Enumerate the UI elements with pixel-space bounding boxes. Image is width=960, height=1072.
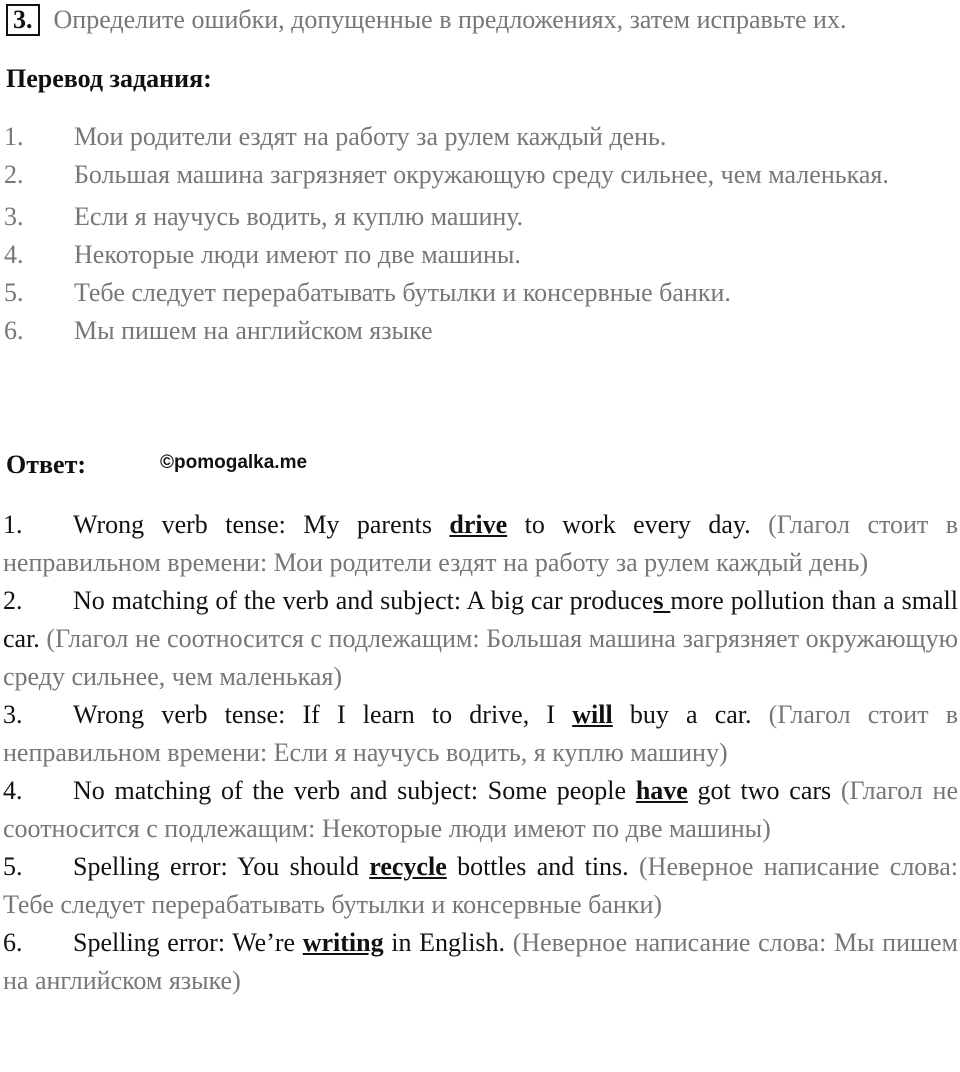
list-item: 1. Мои родители ездят на работу за рулем каждый день. bbox=[4, 122, 667, 151]
task-statement bbox=[6, 4, 946, 36]
corrected-word: writing bbox=[302, 928, 384, 957]
translation-list bbox=[4, 118, 934, 350]
list-item: 4. Некоторые люди имеют по две машины. bbox=[4, 240, 521, 269]
list-item: 6. Мы пишем на английском языке bbox=[4, 316, 433, 345]
list-item: 3. Если я научусь водить, я куплю машину. bbox=[4, 202, 524, 231]
answer-translation: (Неверное написание слова: Тебе следует перерабатывать бутылки и консервные банки) bbox=[3, 852, 959, 919]
answer-item: 1. Wrong verb tense: My parents drive to work every day. (Глагол стоит в неправильном времени: Мои родители ездят на работу за рулем каждый день) bbox=[3, 510, 959, 577]
answer-item: 2. No matching of the verb and subject: A big car produces more pollution than a small car. (Глагол не соотносится с подлежащим: Большая машина загрязняет окружающую среду сильнее, чем маленькая) bbox=[3, 586, 959, 691]
list-item: 5. Тебе следует перерабатывать бутылки и консервные банки. bbox=[4, 278, 731, 307]
corrected-word: recycle bbox=[369, 852, 447, 881]
task-text: Определите ошибки, допущенные в предложениях, затем исправьте их. bbox=[53, 5, 847, 34]
answer-heading: Ответ: bbox=[6, 450, 87, 479]
corrected-word: s bbox=[653, 586, 671, 615]
answer-item: 6. Spelling error: We’re writing in English. (Неверное написание слова: Мы пишем на английском языке) bbox=[3, 928, 959, 995]
watermark: ©pomogalka.me bbox=[160, 452, 308, 473]
answer-translation: (Неверное написание слова: Мы пишем на английском языке) bbox=[3, 928, 959, 995]
corrected-word: have bbox=[635, 776, 688, 805]
answer-translation: (Глагол стоит в неправильном времени: Мои родители ездят на работу за рулем каждый день) bbox=[3, 510, 959, 577]
corrected-word: drive bbox=[449, 510, 508, 539]
answer-item: 5. Spelling error: You should recycle bottles and tins. (Неверное написание слова: Тебе следует перерабатывать бутылки и консервные банки) bbox=[3, 852, 959, 919]
translation-heading: Перевод задания: bbox=[6, 64, 212, 93]
answer-item: 3. Wrong verb tense: If I learn to drive, I will buy a car. (Глагол стоит в неправильном времени: Если я научусь водить, я куплю машину) bbox=[3, 700, 959, 767]
task-number-box: 3. bbox=[6, 4, 40, 36]
corrected-word: will bbox=[572, 700, 613, 729]
answer-translation: (Глагол не соотносится с подлежащим: Большая машина загрязняет окружающую среду сильнее, чем маленькая) bbox=[3, 624, 958, 691]
answer-translation: (Глагол не соотносится с подлежащим: Некоторые люди имеют по две машины) bbox=[3, 776, 958, 843]
answers-list bbox=[3, 506, 958, 1000]
list-item: 2. Большая машина загрязняет окружающую среду сильнее, чем маленькая. bbox=[4, 160, 889, 189]
answer-item: 4. No matching of the verb and subject: Some people have got two cars (Глагол не соотносится с подлежащим: Некоторые люди имеют по две машины) bbox=[3, 776, 958, 843]
answer-translation: (Глагол стоит в неправильном времени: Если я научусь водить, я куплю машину) bbox=[3, 700, 959, 767]
